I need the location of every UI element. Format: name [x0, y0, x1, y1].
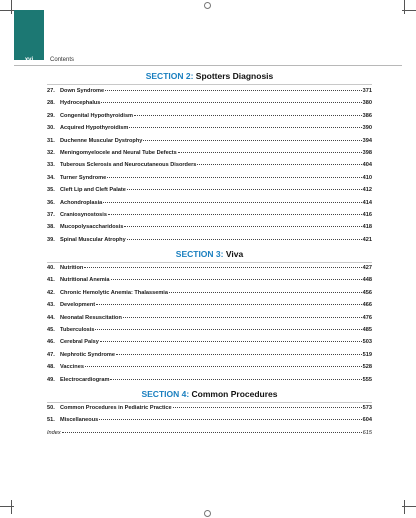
- toc-page: 485: [362, 326, 372, 333]
- toc-row[interactable]: [47, 187, 372, 199]
- toc-row[interactable]: [47, 138, 372, 150]
- toc-title: Congenital Hypothyroidism: [60, 112, 134, 119]
- section-label: SECTION 3:: [175, 249, 224, 259]
- section-divider: [47, 262, 372, 263]
- toc-title: Meningomyelocele and Neural Tube Defects: [60, 149, 177, 156]
- toc-row[interactable]: [47, 315, 372, 327]
- crop-mark: [404, 0, 405, 14]
- toc-title: Miscellaneous: [60, 417, 99, 424]
- toc-row[interactable]: [47, 150, 372, 162]
- toc-title: Common Procedures in Pediatric Practice: [60, 405, 172, 411]
- toc-row[interactable]: [47, 417, 372, 429]
- dot-leader: [173, 406, 362, 408]
- toc-page: 418: [362, 224, 372, 231]
- header-color-tab: [14, 10, 44, 60]
- toc-row[interactable]: [47, 265, 372, 277]
- toc-row[interactable]: [47, 224, 372, 236]
- toc-title: Turner Syndrome: [60, 174, 107, 181]
- toc-title: Acquired Hypothyroidism: [60, 125, 129, 132]
- toc-title: Neonatal Resuscitation: [60, 314, 122, 321]
- dot-leader: [127, 238, 362, 240]
- toc-number: 48.: [47, 364, 55, 371]
- toc-row[interactable]: [47, 352, 372, 364]
- crop-mark: [404, 500, 405, 514]
- registration-mark: [204, 510, 211, 517]
- toc-page: 414: [362, 199, 372, 206]
- toc-page: 371: [362, 88, 372, 94]
- toc-list: [47, 88, 372, 249]
- section-label: SECTION 4:: [141, 389, 190, 399]
- dot-leader: [134, 114, 362, 116]
- section-divider: [47, 84, 372, 85]
- dot-leader: [143, 139, 361, 141]
- dot-leader: [103, 201, 361, 203]
- dot-leader: [169, 291, 362, 293]
- toc-row[interactable]: [47, 100, 372, 112]
- toc-title: Down Syndrome: [60, 88, 105, 94]
- toc-page: 476: [362, 314, 372, 321]
- toc-number: 49.: [47, 376, 55, 383]
- toc-row[interactable]: [47, 364, 372, 376]
- dot-leader: [101, 101, 361, 103]
- toc-number: 45.: [47, 326, 55, 333]
- section-title: Spotters Diagnosis: [195, 71, 274, 81]
- toc-row[interactable]: [47, 175, 372, 187]
- section-label: SECTION 2:: [145, 71, 194, 81]
- toc-number: 38.: [47, 224, 55, 231]
- toc-page: 386: [362, 112, 372, 119]
- toc-title: Vaccines: [60, 364, 84, 371]
- toc-page: 404: [362, 162, 372, 169]
- toc-title: Cerebral Palsy: [60, 339, 99, 346]
- toc-number: 32.: [47, 149, 55, 156]
- toc-number: 39.: [47, 236, 55, 243]
- dot-leader: [124, 225, 361, 227]
- toc-title: Nutritional Anemia: [60, 277, 110, 284]
- toc-page: 416: [362, 211, 372, 218]
- toc-title: Development: [60, 302, 96, 309]
- running-header: Contents: [50, 57, 75, 63]
- dot-leader: [99, 418, 361, 420]
- toc-title: Achondroplasia: [60, 199, 103, 206]
- toc-page: 519: [362, 351, 372, 358]
- toc-number: 37.: [47, 211, 55, 218]
- toc-title: Craniosynostosis: [60, 211, 107, 218]
- toc-number: 44.: [47, 314, 55, 321]
- index-entry: [47, 430, 372, 442]
- toc-number: 50.: [47, 405, 55, 411]
- crop-mark: [11, 500, 12, 514]
- toc-row[interactable]: [47, 162, 372, 174]
- toc-number: 31.: [47, 137, 55, 144]
- dot-leader: [123, 316, 362, 318]
- toc-page: 503: [362, 339, 372, 346]
- section-title: Viva: [225, 249, 244, 259]
- dot-leader: [127, 188, 362, 190]
- dot-leader: [110, 378, 361, 380]
- toc-row[interactable]: [47, 200, 372, 212]
- dot-leader: [84, 266, 361, 268]
- toc-row[interactable]: [47, 277, 372, 289]
- toc-page: 555: [362, 376, 372, 383]
- toc-title: Electrocardiogram: [60, 376, 110, 383]
- toc-title: Duchenne Muscular Dystrophy: [60, 137, 143, 144]
- toc-row[interactable]: [47, 212, 372, 224]
- dot-leader: [129, 126, 361, 128]
- toc-number: 29.: [47, 112, 55, 119]
- toc-title: Spinal Muscular Atrophy: [60, 236, 126, 243]
- toc-title: Tuberculosis: [60, 326, 95, 333]
- toc-row[interactable]: [47, 125, 372, 137]
- dot-leader: [62, 431, 362, 433]
- dot-leader: [178, 151, 362, 153]
- toc-number: 36.: [47, 199, 55, 206]
- crop-mark: [402, 506, 416, 507]
- toc-number: 28.: [47, 100, 55, 107]
- toc-list: [47, 405, 372, 430]
- toc-title: Index: [47, 430, 61, 436]
- section-heading: [47, 248, 372, 260]
- toc-page: 380: [362, 100, 372, 107]
- dot-leader: [85, 365, 362, 367]
- toc-row[interactable]: [47, 290, 372, 302]
- toc-row[interactable]: [47, 113, 372, 125]
- toc-title: Nutrition: [60, 265, 84, 271]
- dot-leader: [108, 213, 362, 215]
- toc-page: 466: [362, 302, 372, 309]
- toc-title: Cleft Lip and Cleft Palate: [60, 187, 126, 194]
- toc-page: 615: [362, 430, 372, 436]
- toc-row[interactable]: [47, 405, 372, 417]
- toc-number: 51.: [47, 417, 55, 424]
- toc-page: 448: [362, 277, 372, 284]
- section-divider: [47, 402, 372, 403]
- toc-page: 604: [362, 417, 372, 424]
- dot-leader: [197, 163, 361, 165]
- dot-leader: [105, 89, 362, 91]
- toc-title: Hydrocephalus: [60, 100, 101, 107]
- page-number: xvi: [24, 57, 34, 63]
- section-title: Common Procedures: [191, 389, 278, 399]
- toc-row[interactable]: [47, 302, 372, 314]
- dot-leader: [116, 353, 362, 355]
- toc-row[interactable]: [47, 339, 372, 351]
- toc-page: 390: [362, 125, 372, 132]
- registration-mark: [204, 2, 211, 9]
- dot-leader: [95, 328, 361, 330]
- header-rule: [14, 65, 402, 66]
- toc-number: 43.: [47, 302, 55, 309]
- toc-title: Tuberous Sclerosis and Neurocutaneous Disorders: [60, 162, 197, 169]
- dot-leader: [96, 303, 362, 305]
- toc-number: 46.: [47, 339, 55, 346]
- toc-row[interactable]: [47, 327, 372, 339]
- crop-mark: [0, 10, 14, 11]
- toc-number: 27.: [47, 88, 55, 94]
- toc-row[interactable]: [47, 88, 372, 100]
- toc-page: 573: [362, 405, 372, 411]
- toc-number: 35.: [47, 187, 55, 194]
- toc-number: 34.: [47, 174, 55, 181]
- toc-title: Nephrotic Syndrome: [60, 351, 116, 358]
- toc-page: 456: [362, 289, 372, 296]
- toc-page: 427: [362, 265, 372, 271]
- dot-leader: [111, 278, 362, 280]
- toc-number: 41.: [47, 277, 55, 284]
- toc-number: 30.: [47, 125, 55, 132]
- dot-leader: [107, 176, 361, 178]
- toc-page: 421: [362, 236, 372, 243]
- toc-page: 412: [362, 187, 372, 194]
- toc-number: 42.: [47, 289, 55, 296]
- crop-mark: [402, 10, 416, 11]
- section-heading: [47, 388, 372, 400]
- toc-page: 398: [362, 149, 372, 156]
- toc-number: 33.: [47, 162, 55, 169]
- toc-row[interactable]: [47, 430, 372, 442]
- toc-number: 47.: [47, 351, 55, 358]
- crop-mark: [0, 506, 14, 507]
- toc-title: Mucopolysaccharidosis: [60, 224, 124, 231]
- toc-title: Chronic Hemolytic Anemia: Thalassemia: [60, 289, 168, 296]
- toc-list: [47, 265, 372, 389]
- toc-number: 40.: [47, 265, 55, 271]
- toc-page: 528: [362, 364, 372, 371]
- toc-page: 394: [362, 137, 372, 144]
- toc-page: 410: [362, 174, 372, 181]
- section-heading: [47, 70, 372, 82]
- dot-leader: [100, 340, 362, 342]
- crop-mark: [11, 0, 12, 14]
